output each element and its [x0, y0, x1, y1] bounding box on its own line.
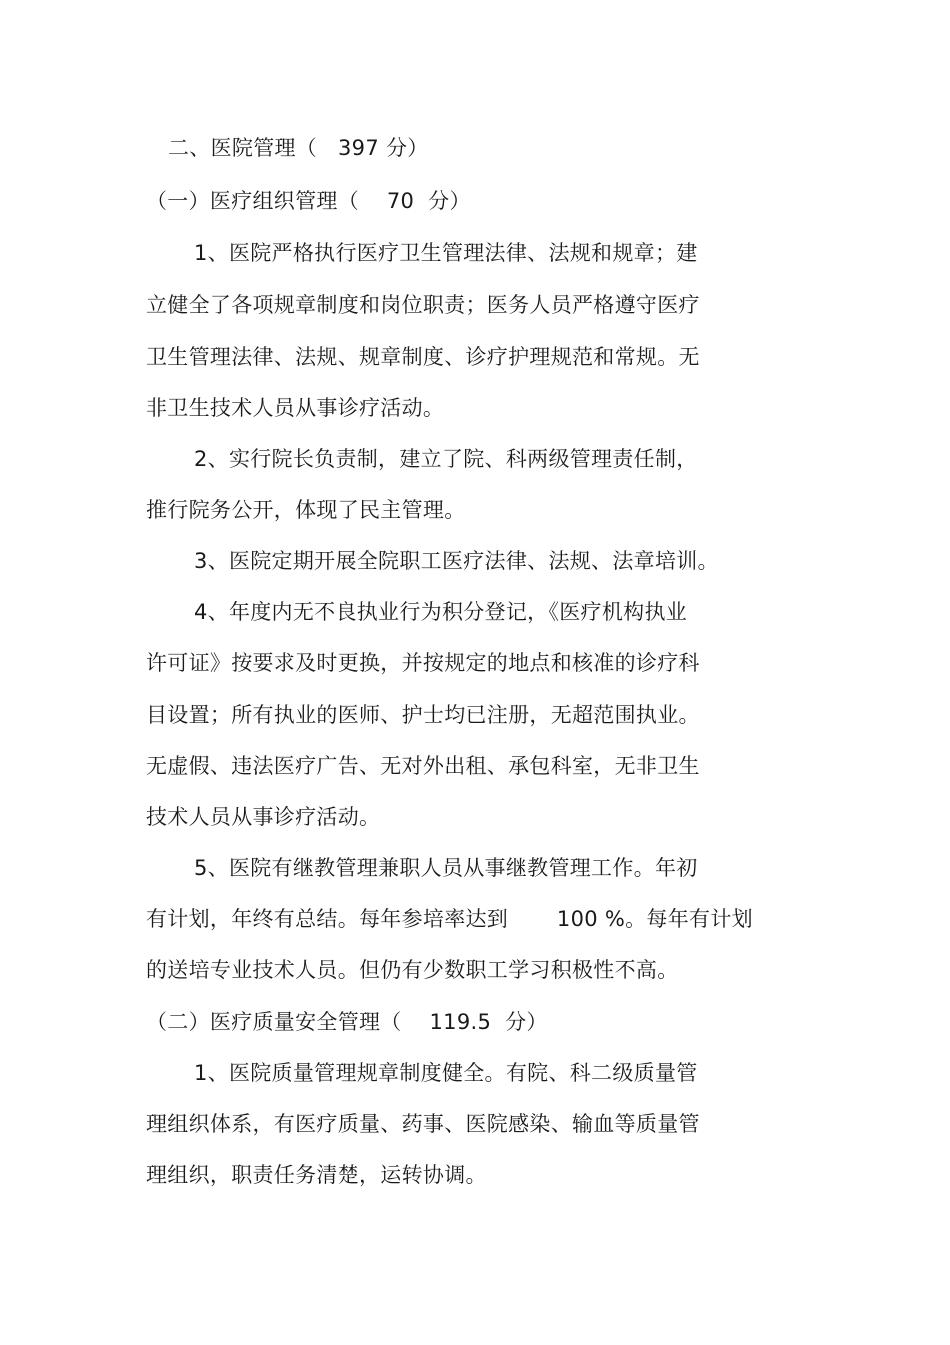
paragraph-line: 5、医院有继教管理兼职人员从事继教管理工作。年初	[194, 856, 698, 880]
paragraph-line: 有计划，年终有总结。每年参培率达到 100 %。每年有计划	[146, 907, 753, 931]
paragraph-line: 目设置；所有执业的医师、护士均已注册，无超范围执业。	[146, 703, 700, 727]
paragraph-line: 4、年度内无不良执业行为积分登记，《医疗机构执业	[194, 600, 688, 624]
section-heading: 二、医院管理（ 397 分）	[168, 136, 429, 160]
paragraph-line: 技术人员从事诊疗活动。	[146, 805, 381, 829]
paragraph-line: 2、实行院长负责制，建立了院、科两级管理责任制，	[194, 447, 698, 471]
paragraph-line: 1、医院质量管理规章制度健全。有院、科二级质量管	[194, 1061, 698, 1085]
paragraph-line: 理组织，职责任务清楚，运转协调。	[146, 1163, 487, 1187]
paragraph-line: 3、医院定期开展全院职工医疗法律、法规、法章培训。	[194, 549, 719, 573]
paragraph-line: 推行院务公开，体现了民主管理。	[146, 498, 466, 522]
paragraph-line: 许可证》按要求及时更换，并按规定的地点和核准的诊疗科	[146, 651, 700, 675]
paragraph-line: 非卫生技术人员从事诊疗活动。	[146, 396, 445, 420]
subsection-heading: （二）医疗质量安全管理（ 119.5 分）	[146, 1010, 548, 1034]
paragraph-line: 1、医院严格执行医疗卫生管理法律、法规和规章；建	[194, 241, 698, 265]
paragraph-line: 卫生管理法律、法规、规章制度、诊疗护理规范和常规。无	[146, 345, 700, 369]
paragraph-line: 的送培专业技术人员。但仍有少数职工学习积极性不高。	[146, 958, 679, 982]
paragraph-line: 理组织体系，有医疗质量、药事、医院感染、输血等质量管	[146, 1112, 700, 1136]
paragraph-line: 立健全了各项规章制度和岗位职责；医务人员严格遵守医疗	[146, 293, 700, 317]
subsection-heading: （一）医疗组织管理（ 70 分）	[146, 189, 471, 213]
paragraph-line: 无虚假、违法医疗广告、无对外出租、承包科室，无非卫生	[146, 754, 700, 778]
